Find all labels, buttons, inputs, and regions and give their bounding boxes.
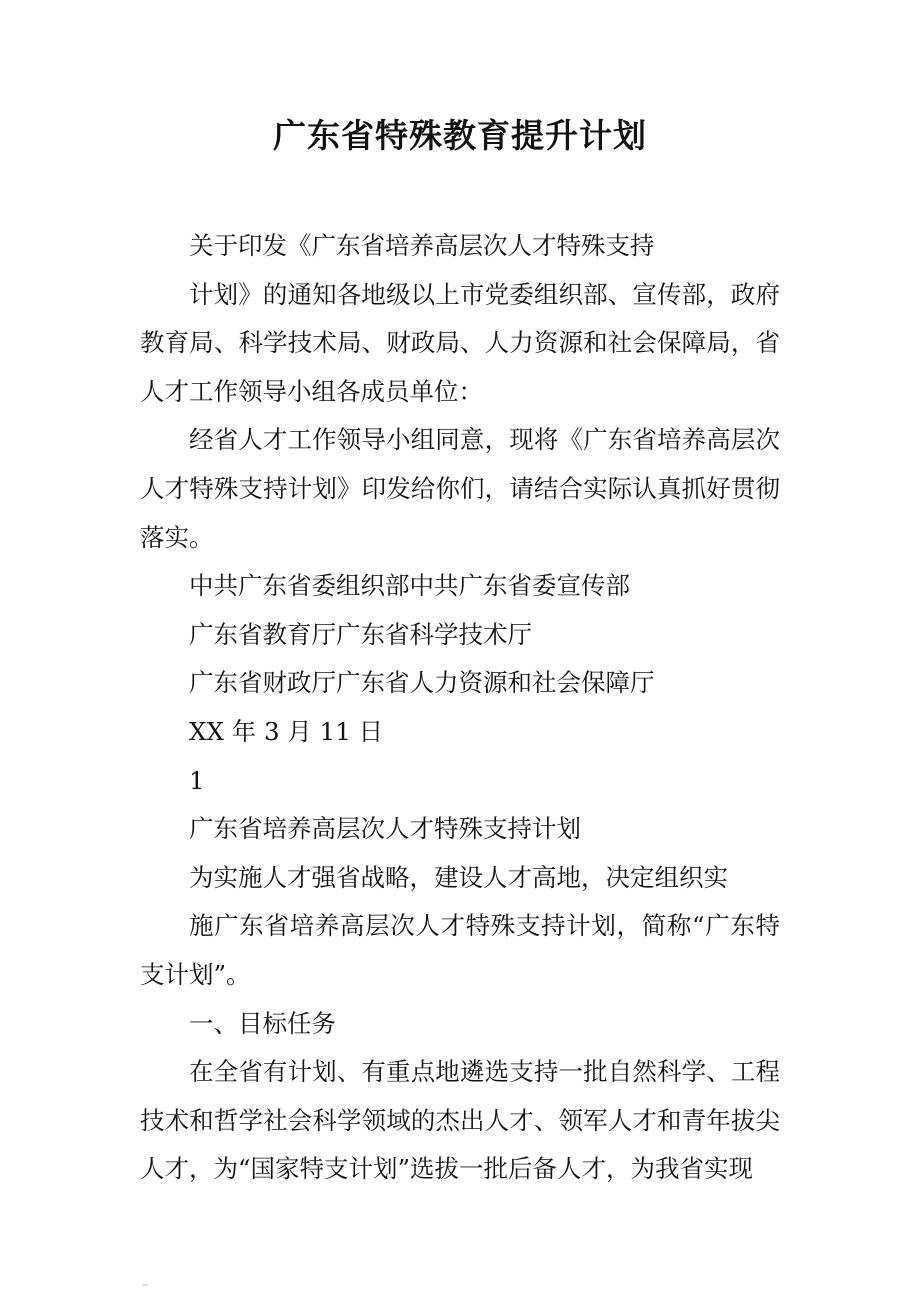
paragraph-intro-line: 为实施人才强省战略，建设人才高地，决定组织实 — [189, 862, 728, 892]
signatory-line-1: 中共广东省委组织部中共广东省委宣传部 — [189, 571, 630, 601]
signatory-line-3: 广东省财政厅广东省人力资源和社会保障厅 — [189, 668, 655, 698]
signatory-line-2: 广东省教育厅广东省科学技术厅 — [189, 619, 532, 649]
document-body — [140, 222, 780, 1194]
page-number: 1 — [189, 765, 205, 795]
paragraph-goals-body: 在全省有计划、有重点地遴选支持一批自然科学、工程技术和哲学社会科学领域的杰出人才、领军人才和青年拔尖人才，为“国家特支计划”选拔一批后备人才，为我省实现 — [140, 1057, 780, 1184]
scan-artifact — [142, 1284, 148, 1286]
notice-date: XX 年 3 月 11 日 — [189, 716, 384, 746]
section-heading-goals: 一、目标任务 — [189, 1008, 336, 1038]
document-title: 广东省特殊教育提升计划 — [273, 116, 647, 155]
paragraph-notice-heading: 关于印发《广东省培养高层次人才特殊支持 — [189, 231, 655, 260]
paragraph-intro-continued: 施广东省培养高层次人才特殊支持计划，简称“广东特支计划”。 — [140, 911, 780, 989]
paragraph-notice-body: 经省人才工作领导小组同意，现将《广东省培养高层次人才特殊支持计划》印发给你们，请结合实际认真抓好贯彻落实。 — [140, 425, 780, 552]
paragraph-notice-recipients: 计划》的通知各地级以上市党委组织部、宣传部，政府教育局、科学技术局、财政局、人力资源和社会保障局，省人才工作领导小组各成员单位： — [140, 279, 780, 406]
plan-title: 广东省培养高层次人才特殊支持计划 — [189, 814, 581, 844]
